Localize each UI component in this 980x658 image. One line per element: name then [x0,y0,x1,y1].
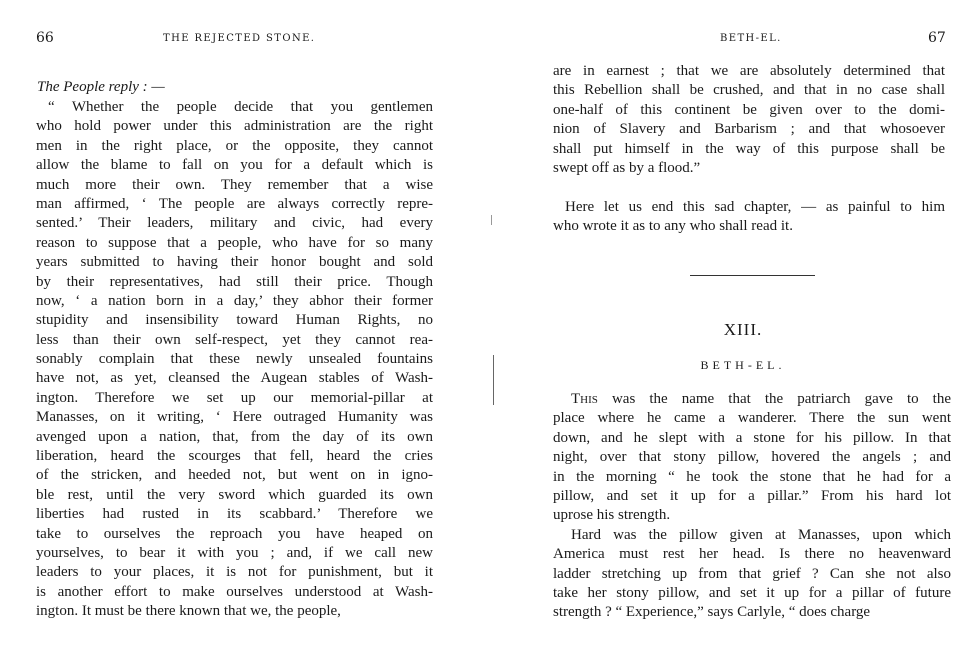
left-page-header [0,30,490,50]
right-closing-text [553,198,945,237]
chapter-title: BETH-EL. [700,358,786,372]
text-line: man affirmed, ‘ The people are always correctly repre- [36,195,433,212]
right-continuation-text [553,62,945,178]
text-line [561,390,951,409]
text-line: shall put himself in the way of this purpose shall be [553,140,945,157]
text-line: Hard was the pillow given at Manasses, upon which [571,526,951,543]
text-line: ington. Therefore we set up our memorial-pillar at [36,389,433,406]
text-line: stupidity and insensibility toward Human Rights, no [36,312,433,329]
page-number-right: 67 [928,30,946,46]
text-line: ladder stretching up from that grief ? Can she not also [553,565,951,582]
text-line: take her stony pillow, and set it up for a pillar of future [553,584,951,601]
right-page [490,0,980,658]
text-line: Manasses, on it writing, ‘ Here outraged Humanity was [36,409,433,426]
text-line: reason to suppose that a people, who have for so many [36,234,433,251]
text-line: Here let us end this sad chapter, — as painful to him [565,199,945,215]
text-line: much more their own. They remember that a wise [36,176,433,193]
text-line: in the morning “ he took the stone that he had for a [553,468,951,485]
text-line: uprose his strength. [553,507,671,524]
left-heading-block [37,78,433,97]
text-line: is another effort to make ourselves understood at Wash- [36,583,433,600]
text-line: avenged upon a nation, that, from the day of its own [36,428,433,445]
right-page-header [490,30,980,50]
text-line: leaders to your places, it is not for punishment, but it [36,564,433,581]
page-number-left: 66 [36,30,54,46]
text-line: this Rebellion shall be crushed, and that in no case shall [553,82,945,99]
left-body-text [36,98,433,622]
text-line: pillow, and set it up for a pillar.” From his hard lot [553,487,951,504]
text-line: yourselves, to bear it with you ; and, if we call new [36,544,433,561]
chapter-number: XIII. [723,320,763,339]
text-line: nion of Slavery and Barbarism ; and that whosoever [553,121,945,138]
text-line: are in earnest ; that we are absolutely determined that [553,63,945,79]
text-line: less than their own self-respect, yet they cannot rea- [36,331,433,348]
line-remainder: was the name that the patriarch gave to the [611,391,951,407]
running-head-right: BETH-EL. [720,33,782,44]
text-line: who hold power under this administration are the right [36,118,433,135]
chapter-body-text [553,390,951,623]
text-line: liberties had rusted in its scabbard.’ Therefore we [36,506,433,523]
section-divider-rule [690,275,815,276]
text-line: America must rest her head. Is there no heavenward [553,546,951,563]
text-line: “ Whether the people decide that you gentlemen [48,99,433,115]
text-line: strength ? “ Experience,” says Carlyle, “ does charge [553,604,871,621]
text-line: ington. It must be there known that we, the people, [36,603,341,620]
text-line: down, and he slept with a stone for his pillow. In that [553,429,951,446]
text-line: take to ourselves the reproach you have heaped on [36,525,433,542]
text-line: ble rest, until the very sword which guarded its own [36,486,433,503]
text-line: years submitted to having their honor bought and sold [36,254,433,271]
section-heading: The People reply : — [37,79,165,95]
text-line: men in the right place, or the opposite, they cannot [36,137,433,154]
text-line: allow the blame to fall on you for a default which is [36,157,433,174]
text-line: place where he came a wanderer. There the sun went [553,410,951,427]
text-line: one-half of this continent be given over to the domi- [553,101,945,118]
text-line: night, over that stony pillow, hovered the angels ; and [553,449,951,466]
drop-word: This [571,391,612,407]
text-line: have not, as yet, cleansed the Augean stables of Wash- [36,370,433,387]
text-line: who wrote it as to any who shall read it. [553,218,793,235]
text-line: by their representatives, had still their price. Though [36,273,433,290]
text-line: sonably complain that these newly unsealed fountains [36,351,433,368]
text-line: now, ‘ a nation born in a day,’ they abhor their former [36,292,433,309]
text-line: swept off as by a flood.” [553,159,701,176]
text-line: of the stricken, and heeded not, but went on in igno- [36,467,433,484]
text-line: liberation, heard the scourges that fell, heard the cries [36,448,433,465]
text-line: sented.’ Their leaders, military and civic, had every [36,215,433,232]
running-head-left: THE REJECTED STONE. [163,33,316,44]
